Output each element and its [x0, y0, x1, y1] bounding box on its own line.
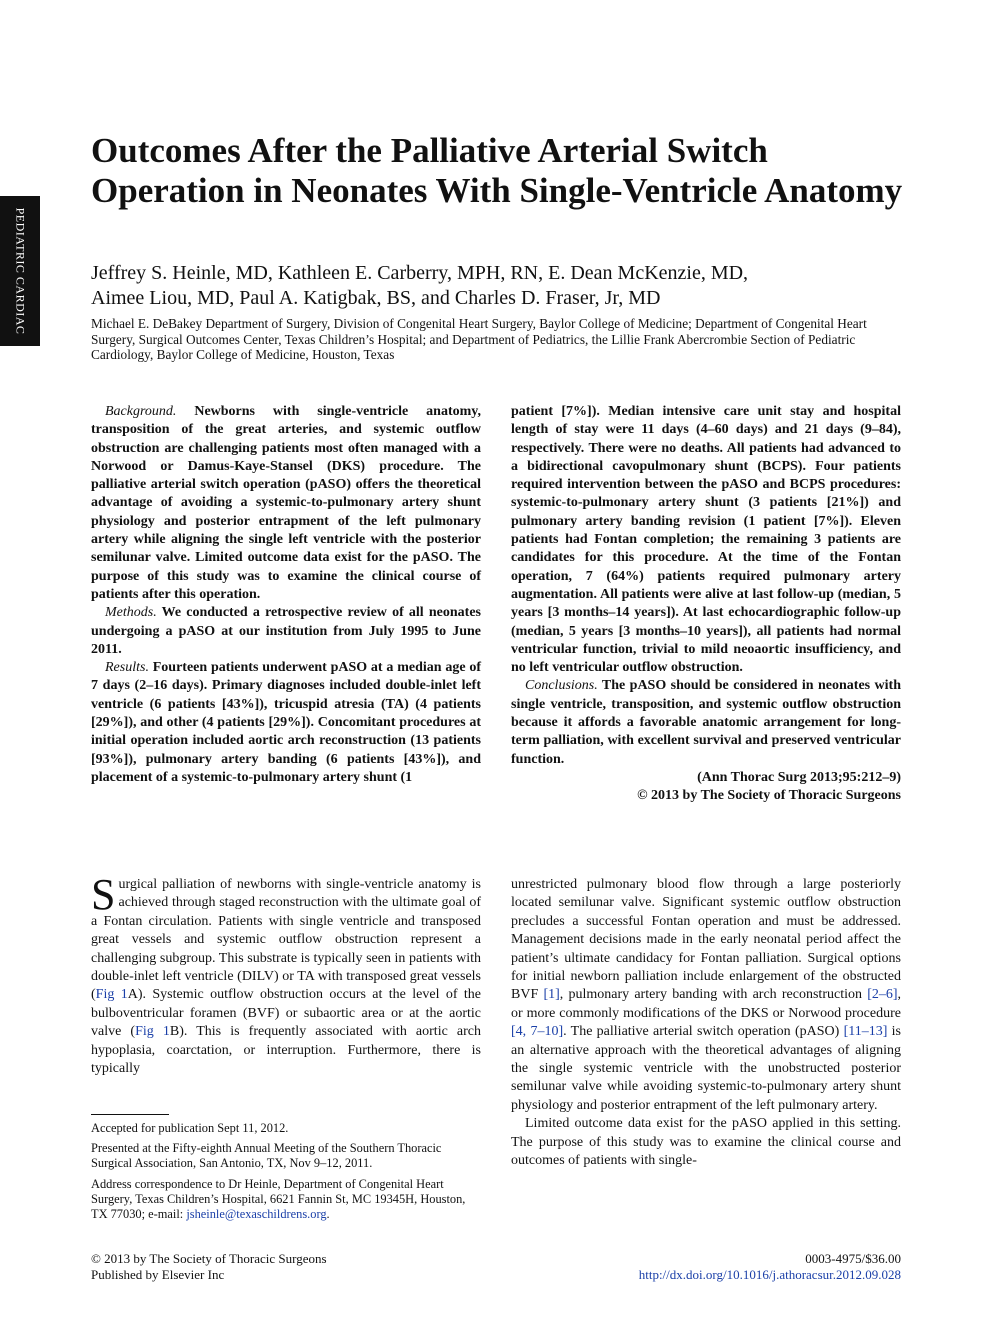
background-label: Background. [105, 404, 177, 419]
footer-left [91, 1251, 327, 1282]
methods-text: We conducted a retrospective review of all neonates undergoing a pASO at our institution from July 1995 to June 2011. [91, 605, 481, 657]
figure-1a-link[interactable]: Fig 1 [95, 987, 128, 1003]
abstract-methods [91, 604, 481, 659]
email-link[interactable]: jsheinle@texaschildrens.org [186, 1207, 327, 1222]
reference-link-2-6[interactable]: [2–6] [867, 987, 898, 1003]
section-side-tab-label: PEDIATRIC CARDIAC [13, 207, 28, 335]
figure-1b-link[interactable]: Fig 1 [135, 1024, 170, 1040]
intro-text-1b: A). Systemic outflow obstruction occurs at the level of the bulboventricular foramen (BVF) or subaortic area or at the aortic valve ( [91, 987, 481, 1040]
results-text: Fourteen patients underwent pASO at a median age of 7 days (2–16 days). Primary diagnoses included double-inlet left ventricle (6 patients [43%]), tricuspid atresia (TA) (4 patients [29%]), and other (4 patients [29%]). Concomitant procedures at initial operation included aortic arch reconstruction (13 patients [93%]), pulmonary artery banding (6 patients [43%]), and placement of a systemic-to-pulmonary artery shunt (1 [91, 660, 481, 785]
footnote-address [91, 1177, 481, 1223]
intro-text-2e: is an alternative approach with the theoretical advantages of aligning the single systemic ventricle with the unobstructed posterior semilunar valve while avoiding systemic-to-pulmonary artery shunt physiology and posterior entrapment of the left pulmonary artery. [511, 1024, 901, 1113]
reference-link-4-7-10[interactable]: [4, 7–10] [511, 1024, 564, 1040]
intro-text-1c: B). This is frequently associated with aortic arch hypoplasia, coarctation, or interruption. Furthermore, there is typically [91, 1024, 481, 1077]
footer-publisher: Published by Elsevier Inc [91, 1266, 225, 1282]
footer-issn: 0003-4975/$36.00 [805, 1251, 901, 1266]
footnote-presented: Presented at the Fifty-eighth Annual Meeting of the Southern Thoracic Surgical Association, San Antonio, TX, Nov 9–12, 2011. [91, 1141, 442, 1171]
body-left-column [91, 870, 481, 1078]
citation: (Ann Thorac Surg 2013;95:212–9) [697, 769, 901, 785]
article-title: Outcomes After the Palliative Arterial Switch Operation in Neonates With Single-Ventricle Anatomy [91, 131, 903, 210]
intro-text-2c: , or more commonly modifications of the DKS or Norwood procedure [511, 987, 902, 1021]
footer-right [639, 1251, 901, 1282]
conclusions-label: Conclusions. [525, 678, 598, 694]
abstract-results [91, 659, 481, 787]
footnote-address-end: . [326, 1207, 330, 1222]
abstract-results-continued: patient [7%]). Median intensive care unit stay and hospital length of stay were 11 days (4–60 days) and 21 days (9–84), respectively. There were no deaths. All patients had advanced to a bidirectional cavopulmonary shunt (BCPS). Four patients required intervention between the pASO and BCPS procedures: systemic-to-pulmonary artery shunt (3 patients [21%]) and pulmonary artery banding revision (1 patient [7%]). Eleven patients had Fontan completion; the remaining 3 patients are candidates for this procedure. At the time of the Fontan operation, 7 (64%) patients required pulmonary artery augmentation. All patients were alive at last follow-up (median, 5 years [3 months–14 years]). At last echocardiographic follow-up (median, 5 years [3 months–10 years]), all patients had normal ventricular function, trivial to mild neoaortic insufficiency, and no left ventricular outflow obstruction. [511, 404, 901, 676]
abstract-left-column [91, 403, 481, 787]
results-label: Results. [105, 660, 149, 676]
abstract-right-column [511, 403, 901, 806]
footnotes [91, 1121, 481, 1227]
reference-link-1[interactable]: [1] [543, 987, 560, 1003]
intro-text-2b: , pulmonary artery banding with arch reconstruction [559, 987, 868, 1003]
author-line-2: Aimee Liou, MD, Paul A. Katigbak, BS, and Charles D. Fraser, Jr, MD [91, 287, 661, 309]
intro-paragraph-2: Limited outcome data exist for the pASO applied in this setting. The purpose of this study was to examine the clinical course and outcomes of patients with single- [511, 1116, 901, 1169]
intro-text-2d: . The palliative arterial switch operation (pASO) [563, 1024, 844, 1040]
intro-paragraph-1-continued [511, 876, 901, 1115]
abstract-background [91, 403, 481, 604]
author-line-1: Jeffrey S. Heinle, MD, Kathleen E. Carberry, MPH, RN, E. Dean McKenzie, MD, [91, 262, 749, 284]
background-text: Newborns with single-ventricle anatomy, transposition of the great arteries, and systemic outflow obstruction are challenging patients most often managed with a Norwood or Damus-Kaye-Stansel (DKS) procedure. The palliative arterial switch operation (pASO) offers the theoretical advantage of avoiding a systemic-to-pulmonary artery shunt physiology and posterior entrapment of the left pulmonary artery while aligning the single left ventricle with the posterior semilunar valve. Limited outcome data exist for the pASO. The purpose of this study was to examine the clinical course of patients after this operation. [91, 404, 481, 602]
abstract-copyright: © 2013 by The Society of Thoracic Surgeons [637, 788, 901, 804]
footnote-divider [91, 1114, 169, 1115]
footnote-accepted: Accepted for publication Sept 11, 2012. [91, 1121, 289, 1135]
conclusions-text: The pASO should be considered in neonates with single ventricle, transposition, and systemic outflow obstruction because it affords a favorable anatomic arrangement for long-term palliation, with excellent survival and preserved ventricular function. [511, 678, 901, 767]
section-side-tab [0, 196, 40, 346]
footnote-address-text: Address correspondence to Dr Heinle, Department of Congenital Heart Surgery, Texas Children’s Hospital, 6621 Fannin St, MC 19345H, Houston, TX 77030; e-mail: [91, 1176, 466, 1222]
intro-paragraph-1 [91, 870, 481, 1078]
intro-text-1a: urgical palliation of newborns with single-ventricle anatomy is achieved through staged reconstruction with the ultimate goal of a Fontan circulation. Patients with single ventricle and transposed great vessels and systemic outflow obstruction represent a challenging subgroup. This substrate is typically seen in patients with double-inlet left ventricle (DILV) or TA with transposed great vessels ( [91, 877, 481, 1003]
footer-copyright: © 2013 by The Society of Thoracic Surgeons [91, 1251, 327, 1266]
abstract-conclusions [511, 677, 901, 768]
drop-cap: S [91, 870, 116, 919]
author-list [91, 261, 911, 311]
body-right-column [511, 876, 901, 1171]
reference-link-11-13[interactable]: [11–13] [843, 1024, 888, 1040]
doi-link[interactable]: http://dx.doi.org/10.1016/j.athoracsur.2012.09.028 [638, 1266, 901, 1282]
intro-text-2a: unrestricted pulmonary blood flow through a large posteriorly located semilunar valve. Significant systemic outflow obstruction precludes a successful Fontan operation and must be addressed. Management decisions made in the early neonatal period affect the patient’s ultimate candidacy for Fontan palliation. Surgical options for initial newborn palliation include enlargement of the obstructed BVF [511, 877, 901, 1003]
affiliations: Michael E. DeBakey Department of Surgery, Division of Congenital Heart Surgery, Baylor College of Medicine; Department of Congenital Heart Surgery, Surgical Outcomes Center, Texas Children’s Hospital; and Department of Pediatrics, the Lillie Frank Abercrombie Section of Pediatric Cardiology, Baylor College of Medicine, Houston, Texas [91, 316, 867, 362]
methods-label: Methods. [105, 605, 157, 621]
